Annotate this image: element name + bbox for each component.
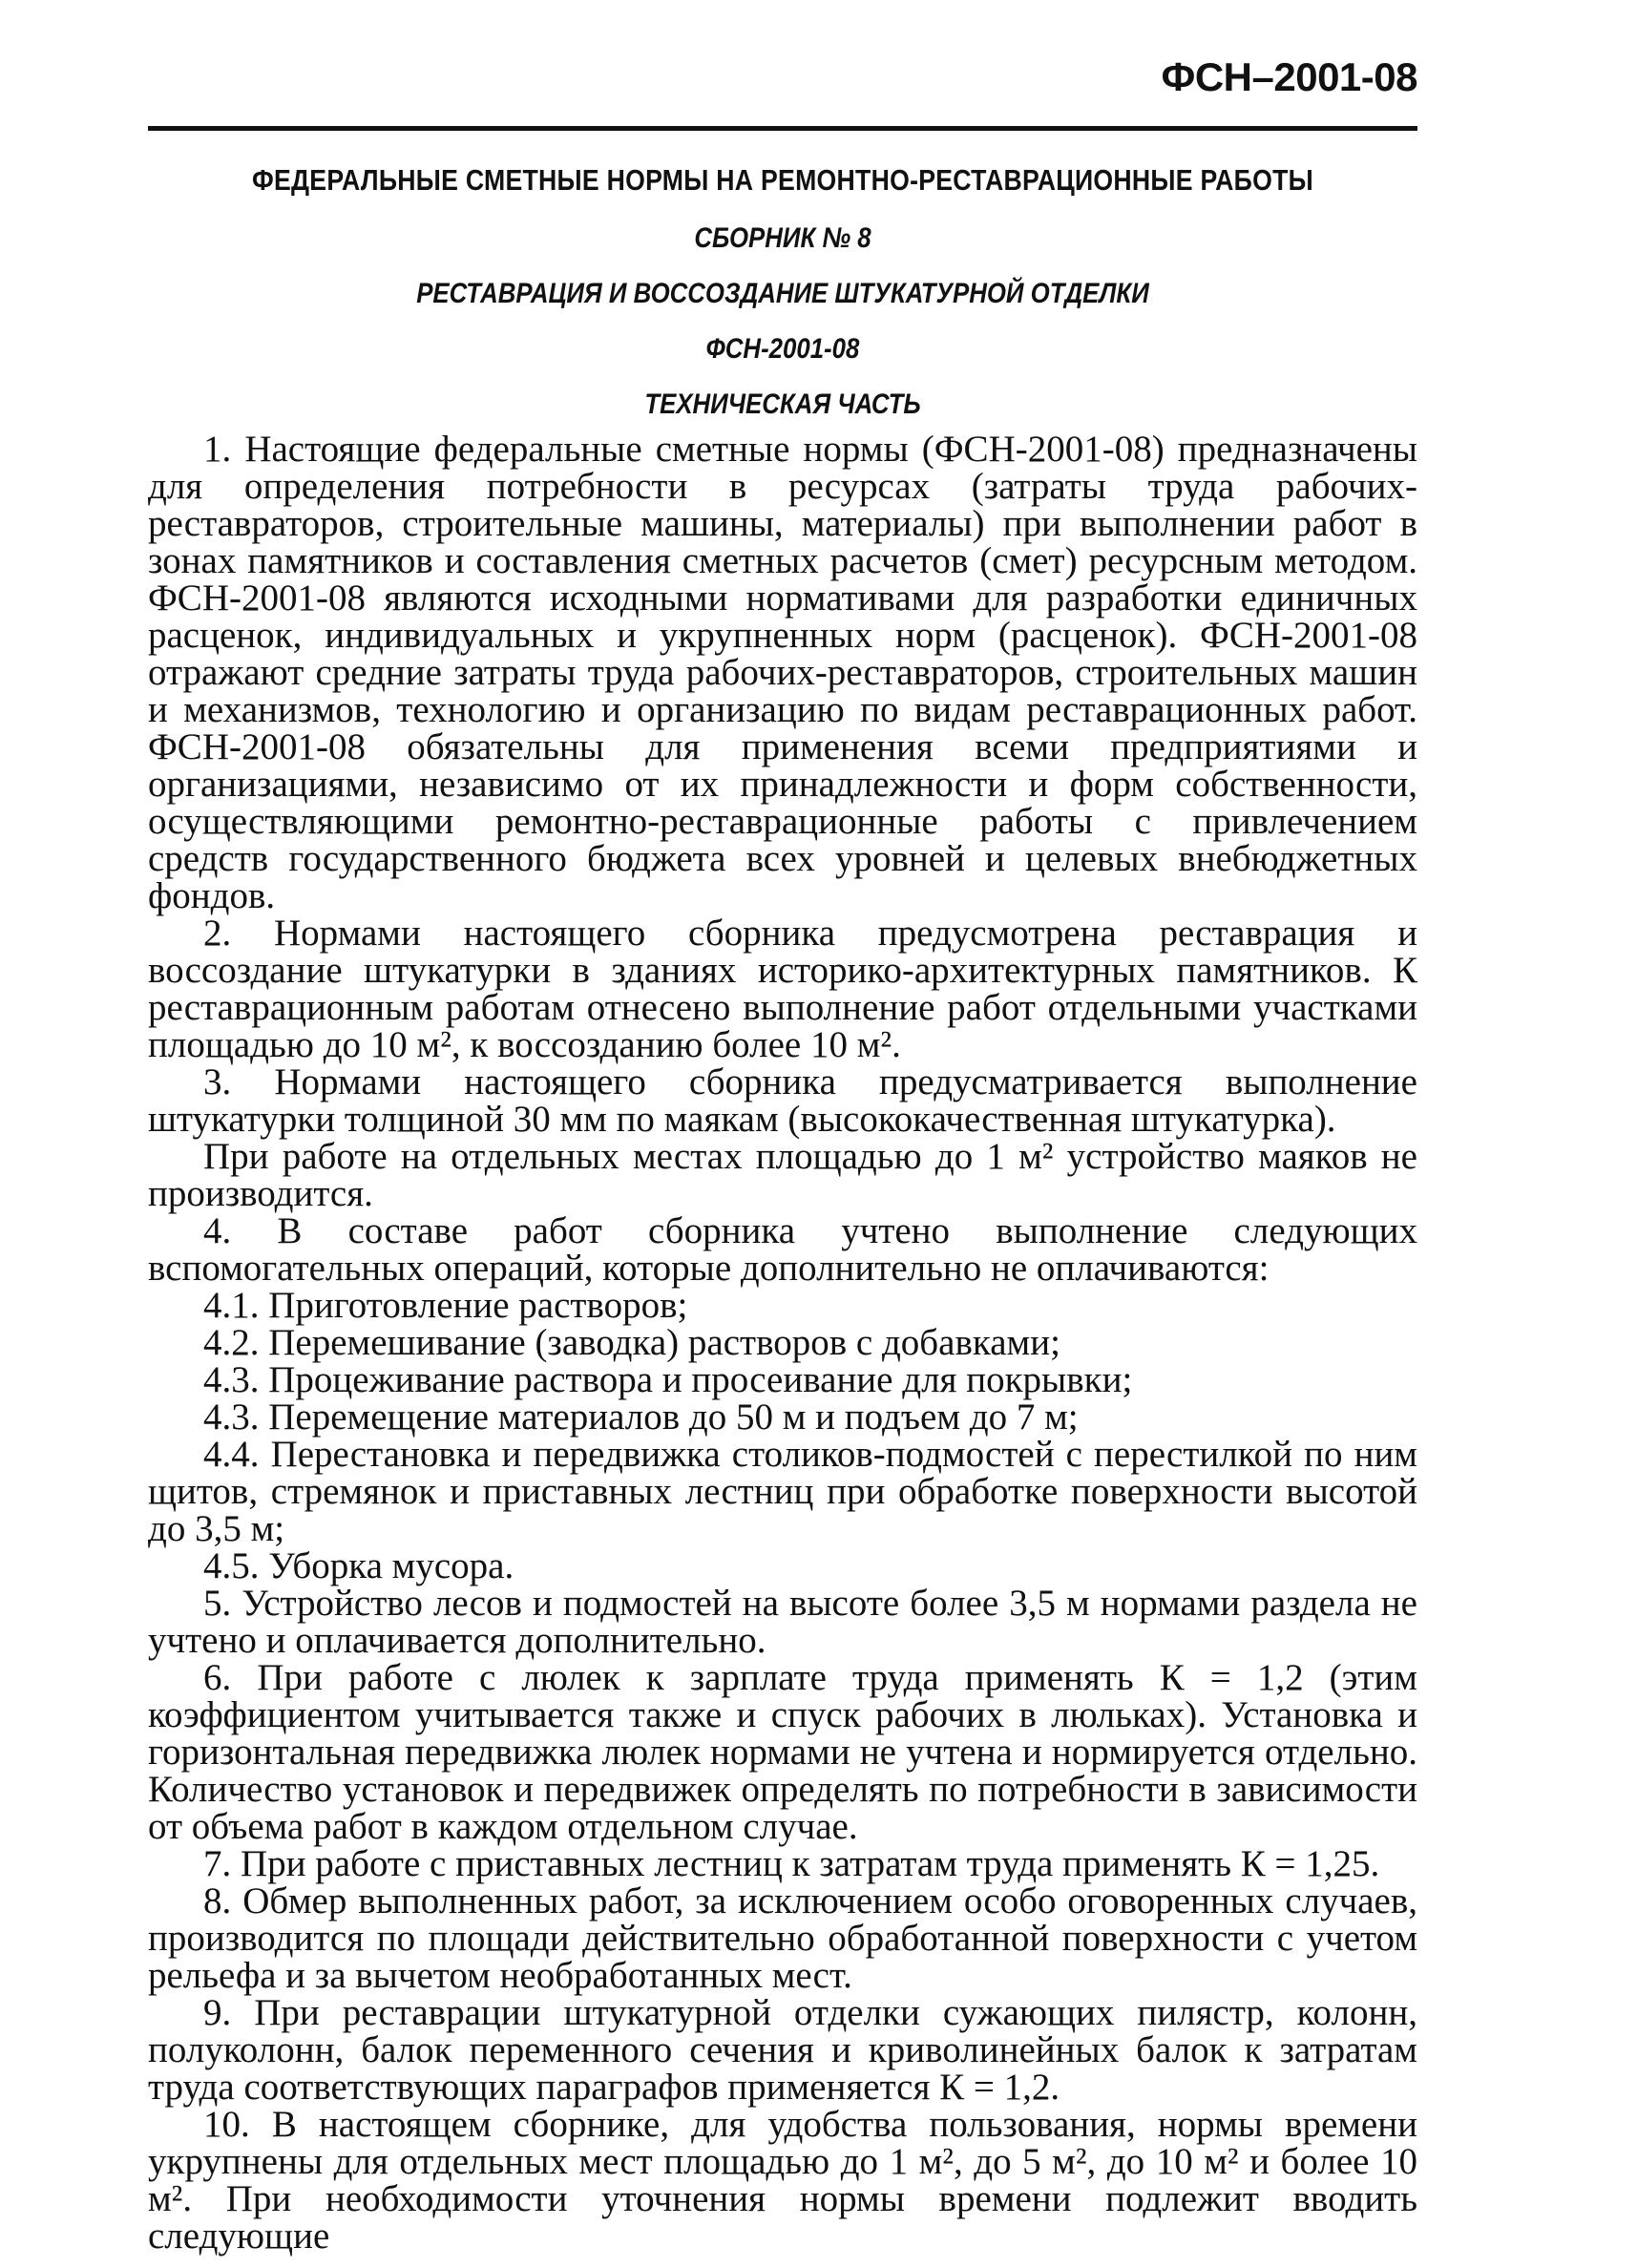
document-code-header: ФСН–2001-08 (1161, 54, 1417, 99)
paragraph-4-5: 4.5. Уборка мусора. (203, 1545, 514, 1586)
document-page (148, 54, 1417, 2257)
paragraph-4: 4. В составе работ сборника учтено выполнение следующих вспомогательных операций, которые дополнительно не оплачиваются: (148, 1210, 1417, 1289)
paragraph-9: 9. При реставрации штукатурной отделки сужающих пилястр, колонн, полуколонн, балок переменного сечения и криволинейных балок к затратам труда соответствующих параграфов применяется К = 1,2. (148, 1992, 1417, 2108)
paragraph-4-4: 4.4. Перестановка и передвижка столиков-подмостей с перестилкой по ним щитов, стремянок и приставных лестниц при обработке поверхности высотой до 3,5 м; (148, 1434, 1417, 1549)
paragraph-4-3a: 4.3. Процеживание раствора и просеивание для покрывки; (203, 1359, 1133, 1400)
section-title: ТЕХНИЧЕСКАЯ ЧАСТЬ (644, 388, 921, 420)
paragraph-4-3b: 4.3. Перемещение материалов до 50 м и подъем до 7 м; (203, 1396, 1079, 1438)
paragraph-10: 10. В настоящем сборнике, для удобства пользования, нормы времени укрупнены для отдельных мест площадью до 1 м², до 5 м², до 10 м² и более 10 м². При необходимости уточнения нормы времени подлежит вводить следующие (148, 2104, 1417, 2257)
collection-code: ФСН-2001-08 (705, 333, 860, 365)
paragraph-3: 3. Нормами настоящего сборника предусматривается выполнение штукатурки толщиной 30 мм по маякам (высококачественная штукатурка). (148, 1061, 1417, 1140)
paragraph-1: 1. Настоящие федеральные сметные нормы (ФСН-2001-08) предназначены для определения потребности в ресурсах (затраты труда рабочих-реставраторов, строительные машины, материалы) при выполнении работ в зонах памятников и составления сметных расчетов (смет) ресурсным методом. ФСН-2001-08 являются исходными нормативами для разработки единичных расценок, индивидуальных и укрупненных норм (расценок). ФСН-2001-08 отражают средние затраты труда рабочих-реставраторов, строительных машин и механизмов, технологию и организацию по видам реставрационных работ. ФСН-2001-08 обязательны для применения всеми предприятиями и организациями, независимо от их принадлежности и форм собственности, осуществляющими ремонтно-реставрационные работы с привлечением средств государственного бюджета всех уровней и целевых внебюджетных фондов. (148, 429, 1417, 916)
document-main-title: ФЕДЕРАЛЬНЫЕ СМЕТНЫЕ НОРМЫ НА РЕМОНТНО-РЕСТАВРАЦИОННЫЕ РАБОТЫ (251, 163, 1314, 197)
paragraph-6: 6. При работе с люлек к зарплате труда применять К = 1,2 (этим коэффициентом учитывается также и спуск рабочих в люльках). Установка и горизонтальная передвижка люлек нормами не учтена и нормируется отдельно. Количество установок и передвижек определять по потребности в зависимости от объема работ в каждом отдельном случае. (148, 1657, 1417, 1847)
header-rule (148, 126, 1417, 131)
collection-number: СБОРНИК № 8 (694, 222, 871, 254)
collection-name: РЕСТАВРАЦИЯ И ВОССОЗДАНИЕ ШТУКАТУРНОЙ ОТДЕЛКИ (416, 278, 1149, 309)
paragraph-5: 5. Устройство лесов и подмостей на высоте более 3,5 м нормами раздела не учтено и оплачивается дополнительно. (148, 1583, 1417, 1661)
paragraph-4-1: 4.1. Приготовление растворов; (203, 1285, 688, 1326)
paragraph-8: 8. Обмер выполненных работ, за исключением особо оговоренных случаев, производится по площади действительно обработанной поверхности с учетом рельефа и за вычетом необработанных мест. (148, 1880, 1417, 1996)
paragraph-3-note: При работе на отдельных местах площадью до 1 м² устройство маяков не производится. (148, 1136, 1417, 1214)
paragraph-7: 7. При работе с приставных лестниц к затратам труда применять К = 1,25. (203, 1843, 1380, 1884)
paragraph-4-2: 4.2. Перемешивание (заводка) растворов с добавками; (203, 1322, 1060, 1363)
document-body (148, 430, 1417, 2255)
paragraph-2: 2. Нормами настоящего сборника предусмотрена реставрация и воссоздание штукатурки в зданиях историко-архитектурных памятников. К реставрационным работам отнесено выполнение работ отдельными участками площадью до 10 м², к воссозданию более 10 м². (148, 913, 1417, 1065)
